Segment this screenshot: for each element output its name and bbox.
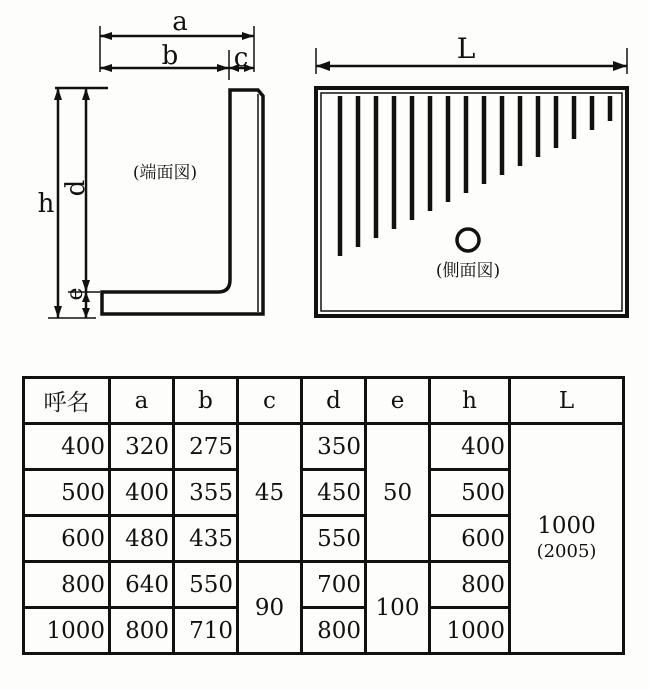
cell-name: 1000 [24, 608, 110, 654]
cell-c-group: 45 [238, 424, 302, 562]
side-view-caption: (側面図) [435, 261, 501, 281]
drain-hole [457, 229, 479, 251]
cell-b: 355 [174, 470, 238, 516]
cell-e-group: 50 [366, 424, 430, 562]
cell-L-value: 1000 [537, 512, 596, 539]
cell-name: 400 [24, 424, 110, 470]
cell-b: 435 [174, 516, 238, 562]
dim-label-h: h [37, 189, 55, 219]
spec-table [22, 376, 625, 655]
end-view-profile [102, 90, 263, 314]
cell-d: 550 [302, 516, 366, 562]
header-a: a [110, 378, 174, 424]
cell-L [510, 424, 624, 654]
cell-e-group: 100 [366, 562, 430, 654]
cell-a: 320 [110, 424, 174, 470]
cell-b: 710 [174, 608, 238, 654]
table-header-row [24, 378, 624, 424]
header-b: b [174, 378, 238, 424]
cell-c-group: 90 [238, 562, 302, 654]
dim-label-d: d [61, 179, 91, 197]
header-L: L [510, 378, 624, 424]
header-h: h [430, 378, 510, 424]
header-name: 呼名 [24, 378, 110, 424]
cell-h: 800 [430, 562, 510, 608]
cell-a: 400 [110, 470, 174, 516]
header-d: d [302, 378, 366, 424]
cell-L-note: (2005) [536, 540, 597, 562]
cell-h: 400 [430, 424, 510, 470]
dim-label-a: a [172, 7, 188, 37]
dim-label-c: c [233, 43, 249, 73]
cell-name: 800 [24, 562, 110, 608]
dim-label-e: e [63, 287, 88, 301]
cell-a: 800 [110, 608, 174, 654]
header-e: e [366, 378, 430, 424]
header-c: c [238, 378, 302, 424]
cell-a: 480 [110, 516, 174, 562]
cell-name: 600 [24, 516, 110, 562]
cell-name: 500 [24, 470, 110, 516]
cell-h: 500 [430, 470, 510, 516]
end-view [38, 7, 263, 318]
dim-label-b: b [161, 41, 179, 71]
cell-b: 550 [174, 562, 238, 608]
table-row [24, 424, 624, 470]
cell-d: 700 [302, 562, 366, 608]
end-view-caption: (端面図) [132, 163, 198, 183]
cell-h: 1000 [430, 608, 510, 654]
side-view [316, 32, 627, 316]
cell-d: 800 [302, 608, 366, 654]
side-view-frame [316, 88, 627, 316]
cell-d: 450 [302, 470, 366, 516]
cell-a: 640 [110, 562, 174, 608]
cell-d: 350 [302, 424, 366, 470]
cell-b: 275 [174, 424, 238, 470]
dim-label-L: L [456, 32, 476, 65]
cell-h: 600 [430, 516, 510, 562]
